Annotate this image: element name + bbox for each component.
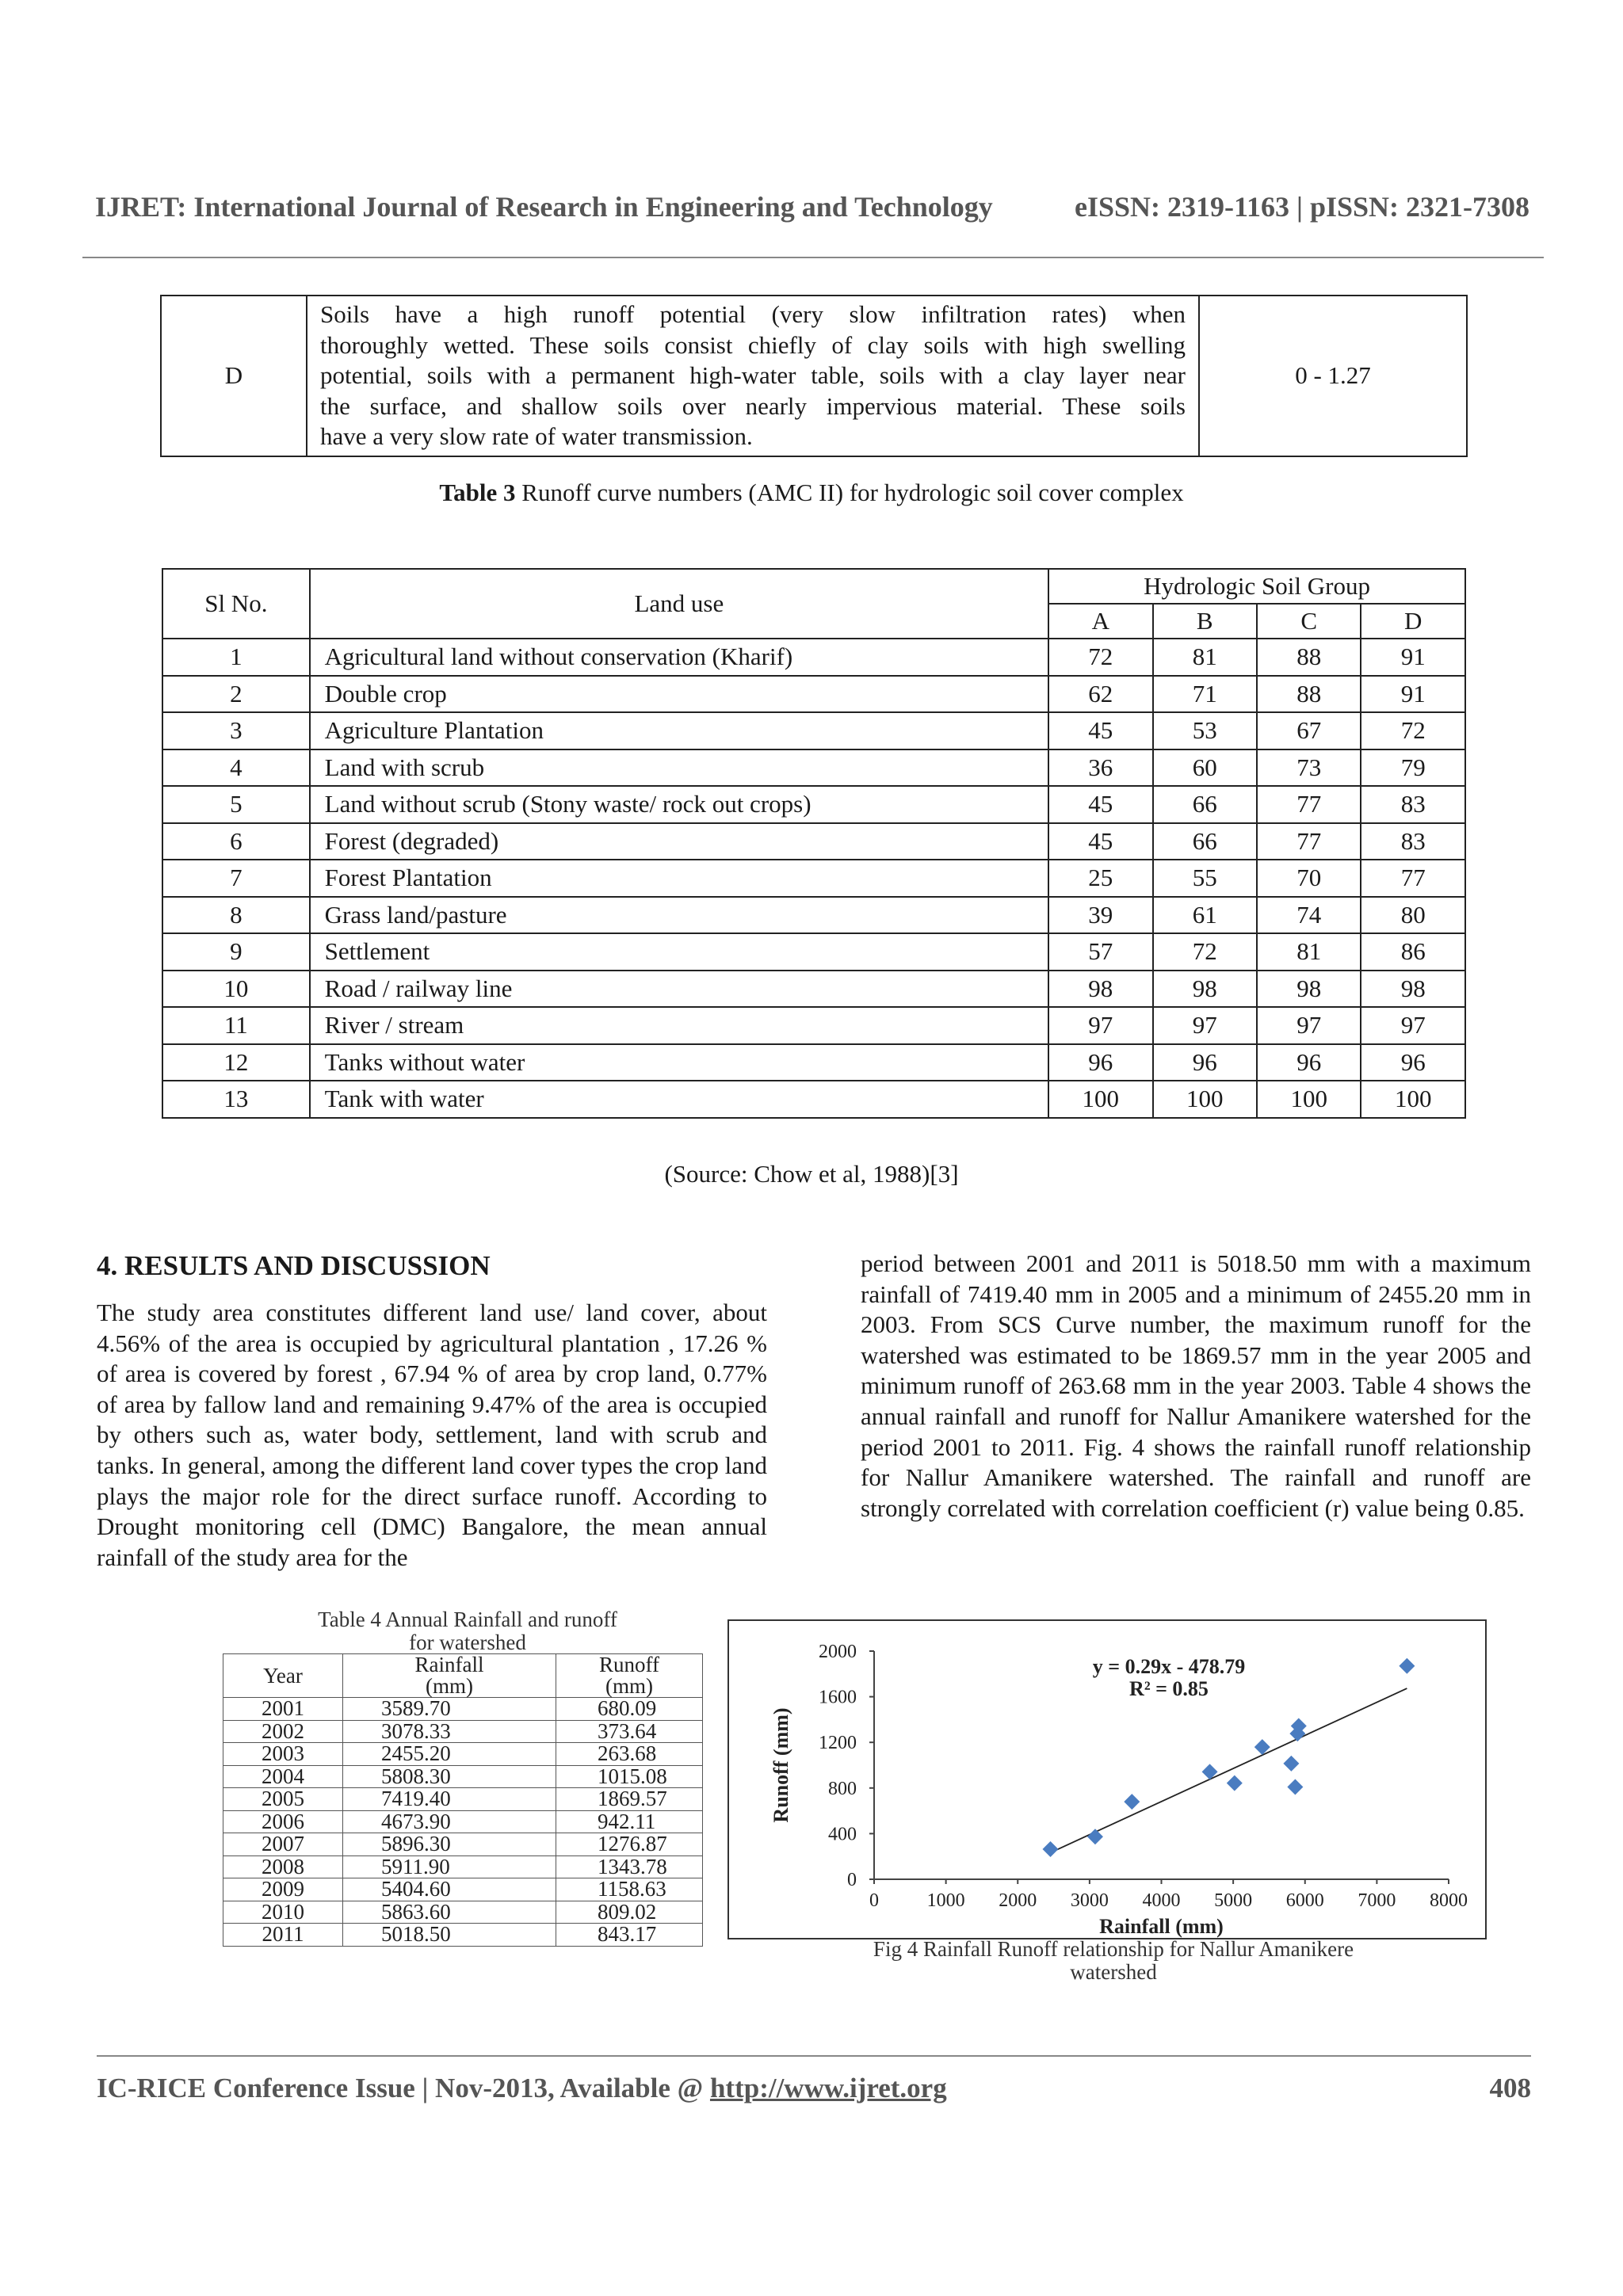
soil-group-cell: D xyxy=(161,296,307,456)
data-point xyxy=(1087,1829,1103,1844)
figure4-caption xyxy=(737,1938,1490,1984)
table-row xyxy=(162,1007,1465,1044)
trendline xyxy=(1051,1688,1407,1852)
cell-rainfall: 4673.90 xyxy=(343,1810,556,1833)
data-point xyxy=(1124,1794,1140,1810)
cell-runoff: 1343.78 xyxy=(556,1855,703,1878)
y-tick-label: 1600 xyxy=(819,1687,857,1708)
cell-rainfall: 5863.60 xyxy=(343,1901,556,1924)
table-row xyxy=(162,749,1465,787)
header-rule xyxy=(82,257,1544,258)
x-tick-label: 4000 xyxy=(1142,1890,1181,1911)
table-row xyxy=(223,1743,703,1766)
cell-group-a: 98 xyxy=(1048,971,1152,1008)
table-row xyxy=(223,1924,703,1947)
cell-landuse: Tank with water xyxy=(310,1081,1048,1118)
cell-group-d: 100 xyxy=(1361,1081,1465,1118)
cell-group-d: 77 xyxy=(1361,860,1465,897)
cell-group-b: 96 xyxy=(1153,1044,1257,1081)
cell-landuse: Agriculture Plantation xyxy=(310,712,1048,749)
y-axis-label: Runoff (mm) xyxy=(769,1707,792,1823)
footer-text xyxy=(97,2073,947,2104)
cell-group-c: 88 xyxy=(1257,676,1361,713)
cell-slno: 3 xyxy=(162,712,310,749)
cell-group-d: 83 xyxy=(1361,786,1465,823)
journal-link[interactable]: http://www.ijret.org xyxy=(709,2073,947,2103)
cell-group-d: 91 xyxy=(1361,639,1465,676)
col-header-text: Rainfall xyxy=(414,1653,484,1676)
desc-line: potential, soils with a permanent high-water table, soils with a clay layer near xyxy=(320,361,1186,389)
cell-year: 2009 xyxy=(223,1878,343,1901)
soil-group-table xyxy=(160,295,1468,457)
cell-group-c: 73 xyxy=(1257,749,1361,787)
cell-group-a: 57 xyxy=(1048,933,1152,971)
cell-year: 2004 xyxy=(223,1765,343,1788)
cell-group-c: 70 xyxy=(1257,860,1361,897)
cell-runoff: 680.09 xyxy=(556,1698,703,1721)
cell-rainfall: 5808.30 xyxy=(343,1765,556,1788)
x-tick-label: 0 xyxy=(869,1890,879,1911)
cell-landuse: Agricultural land without conservation (Kharif) xyxy=(310,639,1048,676)
y-tick-label: 1200 xyxy=(819,1733,857,1754)
y-tick-label: 0 xyxy=(847,1870,857,1890)
x-tick-label: 7000 xyxy=(1358,1890,1396,1911)
issn: eISSN: 2319-1163 | pISSN: 2321-7308 xyxy=(1075,191,1529,223)
data-point xyxy=(1399,1658,1415,1674)
scatter-plot xyxy=(729,1621,1485,1938)
cell-group-c: 74 xyxy=(1257,897,1361,934)
cell-group-c: 100 xyxy=(1257,1081,1361,1118)
cell-slno: 13 xyxy=(162,1081,310,1118)
table3-caption-label: Table 3 xyxy=(439,479,516,506)
cell-year: 2008 xyxy=(223,1855,343,1878)
page-number: 408 xyxy=(1489,2073,1531,2103)
table-row xyxy=(162,860,1465,897)
soil-description-cell xyxy=(307,296,1199,456)
cell-group-c: 81 xyxy=(1257,933,1361,971)
cell-year: 2002 xyxy=(223,1720,343,1743)
table-row xyxy=(162,897,1465,934)
desc-line: the surface, and shallow soils over nearly impervious material. These soils xyxy=(320,391,1186,420)
cell-landuse: Land without scrub (Stony waste/ rock out crops) xyxy=(310,786,1048,823)
table-row xyxy=(223,1855,703,1878)
cell-group-d: 80 xyxy=(1361,897,1465,934)
cell-year: 2011 xyxy=(223,1924,343,1947)
table-header-row xyxy=(223,1654,703,1698)
table3-caption xyxy=(0,479,1623,507)
col-header-landuse: Land use xyxy=(310,569,1048,639)
footer-conference: IC-RICE Conference Issue | Nov-2013, Available @ xyxy=(97,2073,710,2103)
cell-year: 2005 xyxy=(223,1788,343,1811)
table-row xyxy=(223,1720,703,1743)
page-footer xyxy=(97,2073,1531,2104)
journal-name: IJRET: International Journal of Research in Engineering and Technology xyxy=(95,191,993,223)
cell-group-b: 53 xyxy=(1153,712,1257,749)
desc-line: have a very slow rate of water transmission. xyxy=(320,422,753,450)
col-header-slno: Sl No. xyxy=(162,569,310,639)
cell-rainfall: 2455.20 xyxy=(343,1743,556,1766)
cell-group-b: 98 xyxy=(1153,971,1257,1008)
cell-group-c: 77 xyxy=(1257,823,1361,860)
cell-group-b: 71 xyxy=(1153,676,1257,713)
cell-group-b: 81 xyxy=(1153,639,1257,676)
table-row xyxy=(162,971,1465,1008)
cell-slno: 8 xyxy=(162,897,310,934)
cell-slno: 12 xyxy=(162,1044,310,1081)
running-header xyxy=(95,190,1529,223)
table-row xyxy=(162,1081,1465,1118)
figure4-chart xyxy=(727,1619,1487,1939)
cell-year: 2006 xyxy=(223,1810,343,1833)
cell-group-a: 45 xyxy=(1048,786,1152,823)
col-header-group-c: C xyxy=(1257,604,1361,639)
table3-caption-text: Runoff curve numbers (AMC II) for hydrologic soil cover complex xyxy=(515,479,1184,506)
cell-slno: 1 xyxy=(162,639,310,676)
cell-group-c: 97 xyxy=(1257,1007,1361,1044)
desc-line: thoroughly wetted. These soils consist chiefly of clay soils with high swelling xyxy=(320,330,1186,359)
data-point xyxy=(1043,1841,1059,1857)
cell-year: 2007 xyxy=(223,1833,343,1856)
table4-title xyxy=(214,1608,721,1654)
data-point xyxy=(1283,1756,1299,1772)
cell-group-a: 100 xyxy=(1048,1081,1152,1118)
cell-runoff: 263.68 xyxy=(556,1743,703,1766)
col-header-group-a: A xyxy=(1048,604,1152,639)
cell-group-d: 83 xyxy=(1361,823,1465,860)
cell-group-d: 79 xyxy=(1361,749,1465,787)
x-axis-label: Rainfall (mm) xyxy=(1099,1915,1224,1938)
col-header-soil-group: Hydrologic Soil Group xyxy=(1048,569,1465,604)
cell-rainfall: 5018.50 xyxy=(343,1924,556,1947)
cell-group-a: 45 xyxy=(1048,823,1152,860)
cell-runoff: 1869.57 xyxy=(556,1788,703,1811)
figure-caption-line: watershed xyxy=(1070,1960,1157,1984)
cell-group-d: 86 xyxy=(1361,933,1465,971)
cell-runoff: 1276.87 xyxy=(556,1833,703,1856)
table-row xyxy=(223,1833,703,1856)
cell-group-a: 72 xyxy=(1048,639,1152,676)
cell-group-a: 39 xyxy=(1048,897,1152,934)
cell-group-b: 60 xyxy=(1153,749,1257,787)
cell-runoff: 373.64 xyxy=(556,1720,703,1743)
x-tick-label: 5000 xyxy=(1214,1890,1253,1911)
cell-runoff: 843.17 xyxy=(556,1924,703,1947)
col-header-year: Year xyxy=(223,1654,343,1698)
cell-landuse: Forest Plantation xyxy=(310,860,1048,897)
cell-group-a: 96 xyxy=(1048,1044,1152,1081)
table-row xyxy=(223,1698,703,1721)
table-row xyxy=(162,1044,1465,1081)
table-row xyxy=(223,1765,703,1788)
cell-landuse: Land with scrub xyxy=(310,749,1048,787)
cell-group-b: 97 xyxy=(1153,1007,1257,1044)
cell-landuse: Tanks without water xyxy=(310,1044,1048,1081)
cell-landuse: River / stream xyxy=(310,1007,1048,1044)
cell-group-d: 98 xyxy=(1361,971,1465,1008)
cell-group-c: 88 xyxy=(1257,639,1361,676)
section-heading: 4. RESULTS AND DISCUSSION xyxy=(97,1250,491,1281)
cell-group-a: 62 xyxy=(1048,676,1152,713)
cell-runoff: 1158.63 xyxy=(556,1878,703,1901)
cell-rainfall: 3589.70 xyxy=(343,1698,556,1721)
x-tick-label: 3000 xyxy=(1070,1890,1109,1911)
curve-number-table xyxy=(162,568,1466,1119)
figure-caption-line: Fig 4 Rainfall Runoff relationship for Nallur Amanikere xyxy=(873,1937,1354,1961)
table-row xyxy=(162,712,1465,749)
col-header-unit: (mm) xyxy=(426,1674,473,1698)
col-header-group-d: D xyxy=(1361,604,1465,639)
cell-group-a: 25 xyxy=(1048,860,1152,897)
table4-title-line: Table 4 Annual Rainfall and runoff xyxy=(318,1608,617,1631)
x-tick-label: 1000 xyxy=(926,1890,965,1911)
table-row xyxy=(223,1788,703,1811)
table-row xyxy=(223,1901,703,1924)
body-paragraph-right: period between 2001 and 2011 is 5018.50 mm with a maximum rainfall of 7419.40 mm in 2005 and a minimum of 2455.20 mm in 2003. From SCS Curve number, the maximum runoff for the watershed was estimated to be 1869.57 mm in the year 2005 and minimum runoff of 263.68 mm in the year 2003. Table 4 shows the annual rainfall and runoff for Nallur Amanikere watershed for the period 2001 to 2011. Fig. 4 shows the rainfall runoff relationship for Nallur Amanikere watershed. The rainfall and runoff are strongly correlated with correlation coefficient (r) value being 0.85. xyxy=(861,1249,1531,1522)
cell-slno: 6 xyxy=(162,823,310,860)
table-row xyxy=(223,1878,703,1901)
cell-rainfall: 3078.33 xyxy=(343,1720,556,1743)
cell-rainfall: 5896.30 xyxy=(343,1833,556,1856)
trendline-equation: y = 0.29x - 478.79 xyxy=(1092,1655,1246,1678)
cell-group-d: 96 xyxy=(1361,1044,1465,1081)
cell-slno: 7 xyxy=(162,860,310,897)
cell-slno: 9 xyxy=(162,933,310,971)
cell-slno: 11 xyxy=(162,1007,310,1044)
table4-title-line: for watershed xyxy=(409,1630,526,1654)
x-tick-label: 6000 xyxy=(1285,1890,1324,1911)
cell-slno: 4 xyxy=(162,749,310,787)
table-row xyxy=(162,933,1465,971)
col-header-rainfall xyxy=(343,1654,556,1698)
cell-group-b: 61 xyxy=(1153,897,1257,934)
infiltration-rate-cell: 0 - 1.27 xyxy=(1199,296,1467,456)
cell-group-c: 77 xyxy=(1257,786,1361,823)
cell-slno: 10 xyxy=(162,971,310,1008)
col-header-group-b: B xyxy=(1153,604,1257,639)
rainfall-runoff-table xyxy=(223,1653,703,1947)
data-point xyxy=(1227,1775,1243,1791)
cell-slno: 2 xyxy=(162,676,310,713)
cell-landuse: Road / railway line xyxy=(310,971,1048,1008)
table-row xyxy=(162,676,1465,713)
cell-year: 2001 xyxy=(223,1698,343,1721)
cell-year: 2010 xyxy=(223,1901,343,1924)
cell-group-c: 96 xyxy=(1257,1044,1361,1081)
cell-group-a: 45 xyxy=(1048,712,1152,749)
table-row xyxy=(162,639,1465,676)
cell-rainfall: 5911.90 xyxy=(343,1855,556,1878)
cell-group-d: 72 xyxy=(1361,712,1465,749)
cell-landuse: Double crop xyxy=(310,676,1048,713)
footer-rule xyxy=(97,2055,1531,2057)
table-row xyxy=(162,786,1465,823)
table-row xyxy=(162,823,1465,860)
cell-runoff: 1015.08 xyxy=(556,1765,703,1788)
cell-landuse: Forest (degraded) xyxy=(310,823,1048,860)
data-point xyxy=(1287,1779,1303,1795)
y-tick-label: 400 xyxy=(828,1824,857,1845)
cell-group-d: 91 xyxy=(1361,676,1465,713)
cell-landuse: Grass land/pasture xyxy=(310,897,1048,934)
x-tick-label: 2000 xyxy=(999,1890,1037,1911)
cell-group-b: 55 xyxy=(1153,860,1257,897)
cell-group-a: 97 xyxy=(1048,1007,1152,1044)
col-header-text: Runoff xyxy=(598,1653,659,1676)
desc-line: Soils have a high runoff potential (very slow infiltration rates) when xyxy=(320,300,1186,328)
cell-group-b: 66 xyxy=(1153,786,1257,823)
cell-group-c: 67 xyxy=(1257,712,1361,749)
table-header-row xyxy=(162,569,1465,604)
cell-group-b: 72 xyxy=(1153,933,1257,971)
cell-slno: 5 xyxy=(162,786,310,823)
body-paragraph-left: The study area constitutes different land use/ land cover, about 4.56% of the area is occupied by agricultural plantation , 17.26 % of area is covered by forest , 67.94 % of area by crop land, 0.77% of area by fallow land and remaining 9.47% of the area is occupied by others such as, water body, settlement, land with scrub and tanks. In general, among the different land cover types the crop land plays the major role for the direct surface runoff. According to Drought monitoring cell (DMC) Bangalore, the mean annual rainfall of the study area for the xyxy=(97,1299,767,1571)
cell-group-a: 36 xyxy=(1048,749,1152,787)
cell-group-c: 98 xyxy=(1257,971,1361,1008)
table3-source: (Source: Chow et al, 1988)[3] xyxy=(664,1160,959,1188)
cell-group-d: 97 xyxy=(1361,1007,1465,1044)
cell-landuse: Settlement xyxy=(310,933,1048,971)
cell-runoff: 809.02 xyxy=(556,1901,703,1924)
x-tick-label: 8000 xyxy=(1430,1890,1468,1911)
cell-group-b: 100 xyxy=(1153,1081,1257,1118)
cell-rainfall: 5404.60 xyxy=(343,1878,556,1901)
cell-runoff: 942.11 xyxy=(556,1810,703,1833)
cell-year: 2003 xyxy=(223,1743,343,1766)
cell-rainfall: 7419.40 xyxy=(343,1788,556,1811)
col-header-unit: (mm) xyxy=(605,1674,653,1698)
y-tick-label: 2000 xyxy=(819,1642,857,1662)
table-row xyxy=(223,1810,703,1833)
r-squared-label: R² = 0.85 xyxy=(1129,1677,1209,1700)
y-tick-label: 800 xyxy=(828,1778,857,1799)
col-header-runoff xyxy=(556,1654,703,1698)
cell-group-b: 66 xyxy=(1153,823,1257,860)
table-row xyxy=(161,296,1467,456)
